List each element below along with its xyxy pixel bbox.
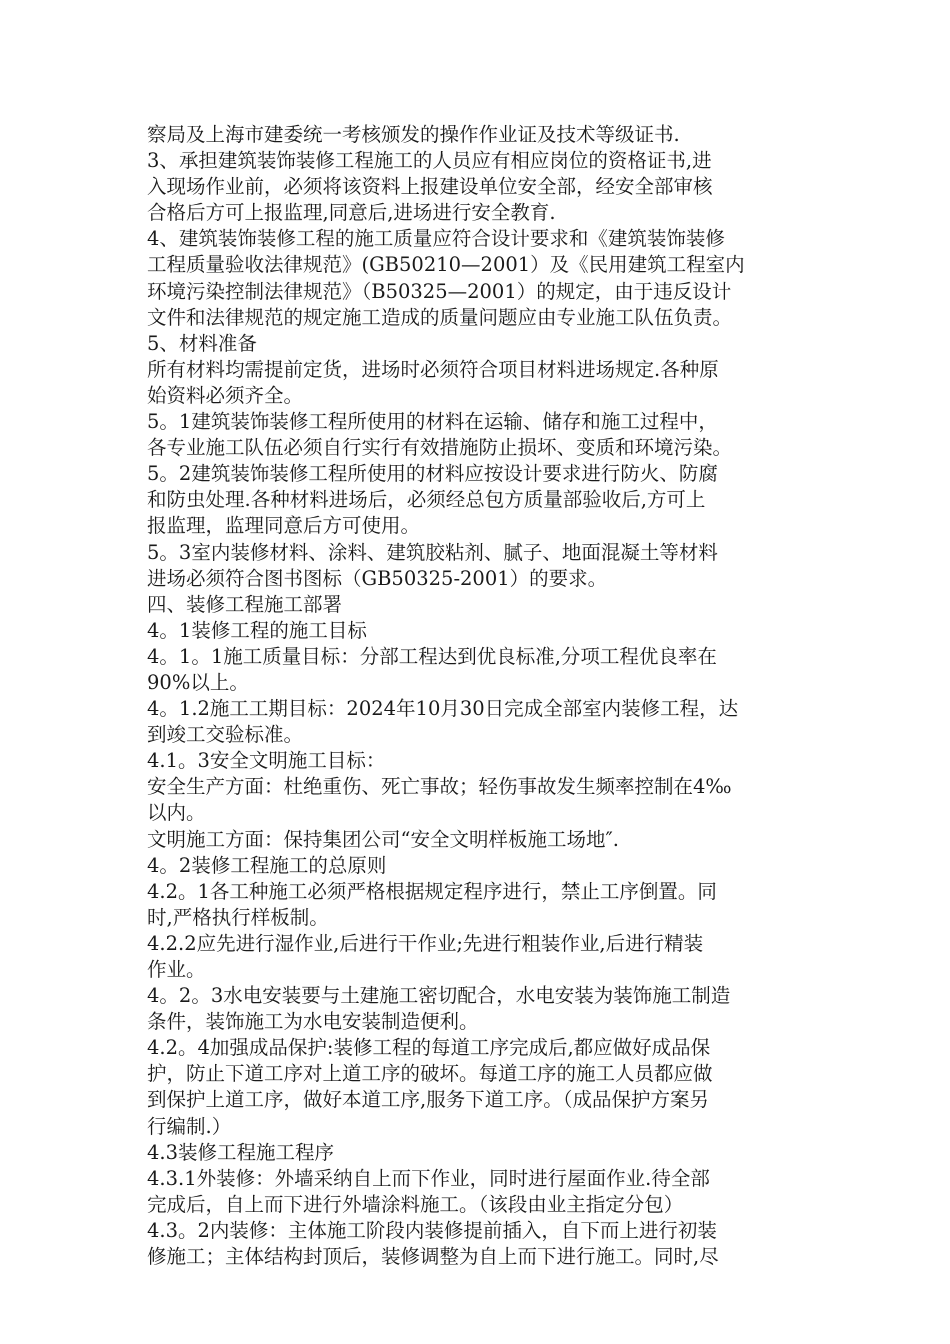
document-body	[147, 122, 817, 1270]
text-line: 90%以上。	[147, 670, 249, 694]
text-line: 察局及上海市建委统一考核颁发的操作作业证及技术等级证书.	[147, 123, 680, 146]
text-line: 进场必须符合图书图标（GB50325-2001）的要求。	[147, 566, 608, 590]
text-line: 时,严格执行样板制。	[147, 905, 329, 929]
text-line: 到竣工交验标准。	[147, 723, 304, 747]
text-line: 3、承担建筑装饰装修工程施工的人员应有相应岗位的资格证书,进	[147, 149, 712, 173]
text-line: 5。2建筑装饰装修工程所使用的材料应按设计要求进行防火、防腐	[147, 462, 718, 486]
section-heading: 5、材料准备	[147, 331, 257, 355]
text-line: 4.1。3安全文明施工目标：	[147, 749, 386, 773]
text-line: 4.2。4加强成品保护:装修工程的每道工序完成后,都应做好成品保	[147, 1036, 711, 1060]
text-line: 4.3.1外装修：外墙采纳自上而下作业，同时进行屋面作业.待全部	[147, 1166, 710, 1190]
text-line: 4.2.2应先进行湿作业,后进行干作业;先进行粗装作业,后进行精装	[147, 931, 704, 955]
text-line: 5。1建筑装饰装修工程所使用的材料在运输、储存和施工过程中，	[147, 410, 718, 434]
text-line: 修施工；主体结构封顶后，装修调整为自上而下进行施工。同时,尽	[147, 1245, 719, 1269]
text-line: 始资料必须齐全。	[147, 383, 304, 407]
section-heading: 四、装修工程施工部署	[147, 592, 343, 616]
text-line: 条件，装饰施工为水电安装制造便利。	[147, 1010, 479, 1034]
text-line: 和防虫处理.各种材料进场后，必须经总包方质量部验收后,方可上	[147, 488, 706, 512]
section-heading: 4。1装修工程的施工目标	[147, 618, 367, 642]
text-line: 作业。	[147, 958, 206, 981]
text-line: 5。3室内装修材料、涂料、建筑胶粘剂、腻子、地面混凝土等材料	[147, 540, 718, 564]
text-line: 文件和法律规范的规定施工造成的质量问题应由专业施工队伍负责。	[147, 305, 733, 329]
text-line: 环境污染控制法律规范》（B50325—2001）的规定，由于违反设计	[147, 279, 732, 303]
text-line: 4.3。2内装修：主体施工阶段内装修提前插入，自下而上进行初装	[147, 1218, 717, 1242]
text-line: 完成后，自上而下进行外墙涂料施工。（该段由业主指定分包）	[147, 1192, 684, 1216]
text-line: 各专业施工队伍必须自行实行有效措施防止损坏、变质和环境污染。	[147, 436, 733, 460]
text-line: 4、建筑装饰装修工程的施工质量应符合设计要求和《建筑装饰装修	[147, 227, 725, 251]
text-line: 4。2。3水电安装要与土建施工密切配合，水电安装为装饰施工制造	[147, 984, 731, 1008]
text-line: 行编制.）	[147, 1114, 232, 1138]
text-line: 安全生产方面：杜绝重伤、死亡事故；轻伤事故发生频率控制在4‰	[147, 775, 732, 799]
text-line: 文明施工方面：保持集团公司“安全文明样板施工场地″.	[147, 827, 619, 851]
text-line: 4.2。1各工种施工必须严格根据规定程序进行，禁止工序倒置。同	[147, 879, 717, 903]
section-heading: 4.3装修工程施工程序	[147, 1140, 335, 1164]
text-line: 入现场作业前，必须将该资料上报建设单位安全部，经安全部审核	[147, 175, 713, 199]
section-heading: 4。2装修工程施工的总原则	[147, 853, 387, 877]
text-line: 4。1.2施工工期目标：2024年10月30日完成全部室内装修工程，达	[147, 697, 739, 721]
text-line: 护，防止下道工序对上道工序的破坏。每道工序的施工人员都应做	[147, 1062, 713, 1086]
text-line: 4。1。1施工质量目标：分部工程达到优良标准,分项工程优良率在	[147, 644, 717, 668]
text-line: 报监理，监理同意后方可使用。	[147, 514, 421, 538]
text-line: 工程质量验收法律规范》(GB50210—2001）及《民用建筑工程室内	[147, 253, 745, 277]
text-line: 到保护上道工序，做好本道工序,服务下道工序。（成品保护方案另	[147, 1088, 709, 1112]
text-line: 合格后方可上报监理,同意后,进场进行安全教育.	[147, 201, 556, 225]
text-line: 以内。	[147, 801, 206, 825]
text-line: 所有材料均需提前定货，进场时必须符合项目材料进场规定.各种原	[147, 357, 719, 381]
